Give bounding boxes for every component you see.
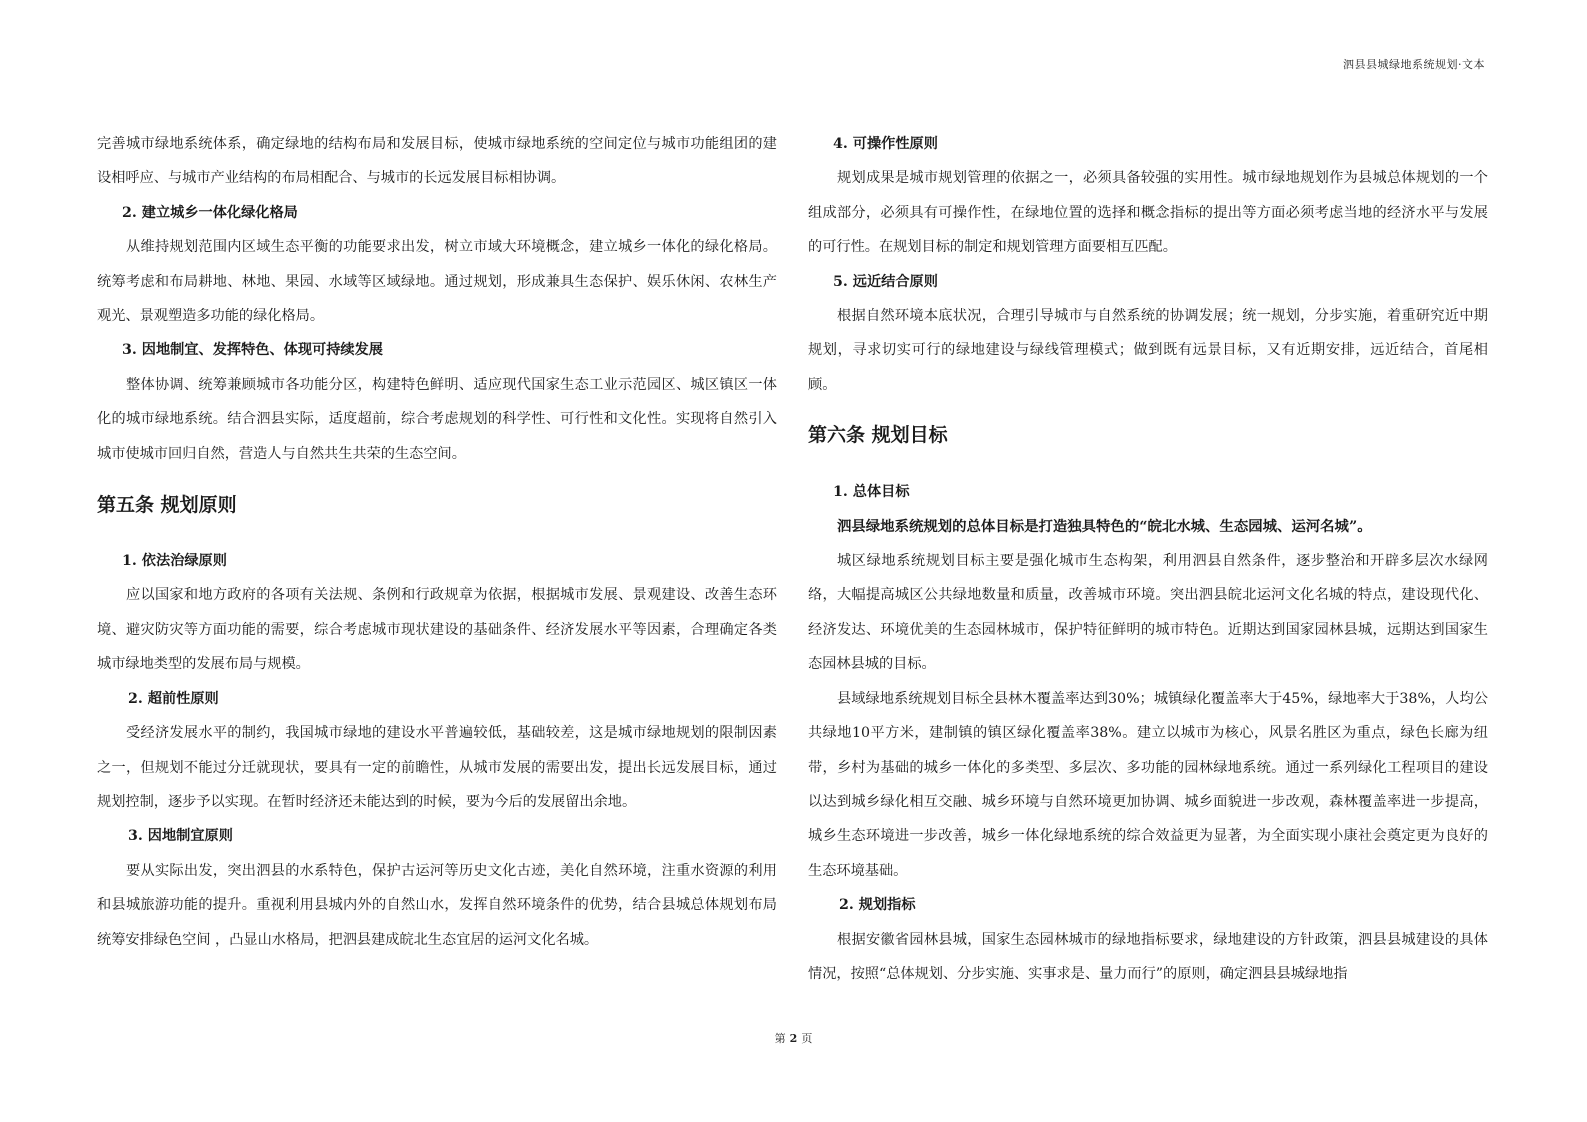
section-heading: 2. 规划指标 [839,897,916,914]
paragraph: 应以国家和地方政府的各项有关法规、条例和行政规章为依据，根据城市发展、景观建设、改善生态环境、避灾防灾等方面功能的需要，综合考虑城市现状建设的基础条件、经济发展水平等因素，合理确定各类城市绿地类型的发展布局与规模。 [97,587,777,673]
left-column [97,128,777,957]
section-heading: 3. 因地制宜原则 [128,828,233,845]
paragraph: 从维持规划范围内区域生态平衡的功能要求出发，树立市域大环境概念，建立城乡一体化的绿化格局。统筹考虑和布局耕地、林地、果园、水域等区域绿地。通过规划，形成兼具生态保护、娱乐休闲、农林生产观光、景观塑造多功能的绿化格局。 [97,239,777,325]
paragraph: 规划成果是城市规划管理的依据之一，必须具备较强的实用性。城市绿地规划作为县城总体规划的一个组成部分，必须具有可操作性，在绿地位置的选择和概念指标的提出等方面必须考虑当地的经济水平与发展的可行性。在规划目标的制定和规划管理方面要相互匹配。 [808,170,1488,256]
article-title: 第五条 规划原则 [97,494,237,517]
section-heading: 2. 建立城乡一体化绿化格局 [122,204,298,221]
section-heading: 1. 依法治绿原则 [122,553,227,570]
right-column [808,128,1488,991]
paragraph: 县域绿地系统规划目标全县林木覆盖率达到30%；城镇绿化覆盖率大于45%，绿地率大于38%，人均公共绿地10平方米，建制镇的镇区绿化覆盖率38%。建立以城市为核心，风景名胜区为重点，绿色长廊为纽带，乡村为基础的城乡一体化的多类型、多层次、多功能的园林绿地系统。通过一系列绿化工程项目的建设以达到城乡绿化相互交融、城乡环境与自然环境更加协调、城乡面貌进一步改观，森林覆盖率进一步提高，城乡生态环境进一步改善，城乡一体化绿地系统的综合效益更为显著，为全面实现小康社会奠定更为良好的生态环境基础。 [808,690,1488,879]
overall-goal-statement: 泗县绿地系统规划的总体目标是打造独具特色的“皖北水城、生态园城、运河名城”。 [837,517,1372,535]
section-heading: 5. 远近结合原则 [833,273,938,290]
paragraph: 要从实际出发，突出泗县的水系特色，保护古运河等历史文化古迹，美化自然环境，注重水资源的利用和县城旅游功能的提升。重视利用县城内外的自然山水，发挥自然环境条件的优势，结合县城总体规划布局统筹安排绿色空间 ，凸显山水格局，把泗县建成皖北生态宜居的运河文化名城。 [97,862,777,948]
section-heading: 4. 可操作性原则 [833,136,938,152]
paragraph: 城区绿地系统规划目标主要是强化城市生态构架，利用泗县自然条件，逐步整治和开辟多层次水绿网络，大幅提高城区公共绿地数量和质量，改善城市环境。突出泗县皖北运河文化名城的特点，建设现代化、经济发达、环境优美的生态园林城市，保护特征鲜明的城市特色。近期达到国家园林县城，远期达到国家生态园林县城的目标。 [808,553,1488,673]
paragraph: 整体协调、统筹兼顾城市各功能分区，构建特色鲜明、适应现代国家生态工业示范园区、城区镇区一体化的城市绿地系统。结合泗县实际，适度超前，综合考虑规划的科学性、可行性和文化性。实现将自然引入城市使城市回归自然，营造人与自然共生共荣的生态空间。 [97,376,777,462]
section-heading: 1. 总体目标 [833,484,910,501]
section-heading: 3. 因地制宜、发挥特色、体现可持续发展 [122,342,383,359]
intro-paragraph: 完善城市绿地系统体系，确定绿地的结构布局和发展目标，使城市绿地系统的空间定位与城市功能组团的建设相呼应、与城市产业结构的布局相配合、与城市的长远发展目标相协调。 [97,136,777,187]
document-header: 泗县县城绿地系统规划·文本 [1343,58,1485,71]
page-prefix: 第 [774,1032,786,1045]
paragraph: 受经济发展水平的制约，我国城市绿地的建设水平普遍较低，基础较差，这是城市绿地规划的限制因素之一，但规划不能过分迁就现状，要具有一定的前瞻性，从城市发展的需要出发，提出长远发展目标，通过规划控制，逐步予以实现。在暂时经济还未能达到的时候，要为今后的发展留出余地。 [97,725,777,810]
page-suffix: 页 [801,1032,813,1045]
paragraph: 根据自然环境本底状况，合理引导城市与自然系统的协调发展；统一规划，分步实施，着重研究近中期规划，寻求切实可行的绿地建设与绿线管理模式；做到既有远景目标，又有近期安排，远近结合，首尾相顾。 [808,308,1488,393]
page-number: 2 [789,1032,798,1045]
article-title: 第六条 规划目标 [808,424,948,447]
paragraph: 根据安徽省园林县城，国家生态园林城市的绿地指标要求，绿地建设的方针政策，泗县县城建设的具体情况，按照“总体规划、分步实施、实事求是、量力而行”的原则，确定泗县县城绿地指 [808,931,1488,982]
section-heading: 2. 超前性原则 [128,690,219,707]
page-footer [0,1030,1587,1046]
